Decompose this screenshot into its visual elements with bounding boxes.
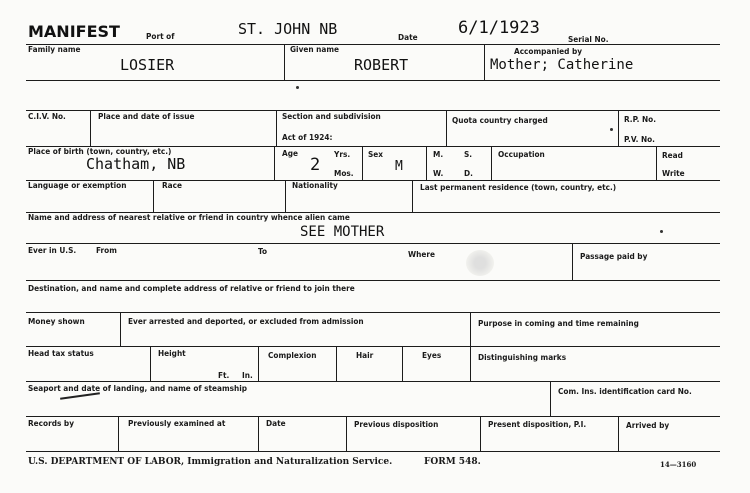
port-label: Port of: [146, 32, 175, 41]
money-label: Money shown: [28, 317, 85, 326]
rule: [26, 243, 720, 244]
print-code: 14—3160: [660, 460, 697, 469]
given-name-value: ROBERT: [354, 56, 409, 74]
rule: [402, 346, 403, 381]
rule: [484, 44, 485, 80]
race-label: Race: [162, 181, 182, 190]
rule: [618, 110, 619, 146]
rule: [470, 346, 471, 381]
head-tax-label: Head tax status: [28, 349, 94, 358]
destination-label: Destination, and name and complete address of relative or friend to join there: [28, 284, 355, 293]
rule: [412, 180, 413, 212]
rule: [26, 110, 720, 111]
exam-date-label: Date: [266, 419, 286, 428]
family-name-value: LOSIER: [120, 56, 175, 74]
birthplace-value: Chatham, NB: [86, 155, 186, 173]
rule: [26, 451, 720, 452]
rule: [26, 312, 720, 313]
stamp-mark: [466, 250, 494, 276]
scan-speck: [610, 128, 613, 131]
pv-label: P.V. No.: [624, 135, 655, 144]
where-label: Where: [408, 250, 435, 259]
sex-value: M: [395, 159, 403, 174]
arrived-by-label: Arrived by: [626, 421, 670, 430]
rule: [274, 146, 275, 180]
rule: [153, 180, 154, 212]
single-label: S.: [464, 150, 473, 159]
records-label: Records by: [28, 419, 74, 428]
scan-speck: [660, 230, 663, 233]
rule: [618, 416, 619, 451]
married-label: M.: [433, 150, 444, 159]
previous-disposition-label: Previous disposition: [354, 420, 439, 429]
rule: [572, 243, 573, 280]
nationality-label: Nationality: [292, 181, 338, 190]
serial-label: Serial No.: [568, 35, 609, 44]
occupation-label: Occupation: [498, 150, 545, 159]
complexion-label: Complexion: [268, 351, 317, 360]
form-title: MANIFEST: [28, 22, 120, 41]
rule: [26, 416, 720, 417]
rule: [90, 110, 91, 146]
rp-label: R.P. No.: [624, 115, 657, 124]
department-footer: U.S. DEPARTMENT OF LABOR, Immigration and Naturalization Service.: [28, 457, 393, 467]
accompanied-value: Mother; Catherine: [490, 57, 634, 73]
act-label: Act of 1924:: [282, 133, 333, 142]
relative-value: SEE MOTHER: [300, 224, 385, 240]
write-label: Write: [662, 169, 685, 178]
purpose-label: Purpose in coming and time remaining: [478, 319, 639, 328]
rule: [258, 416, 259, 451]
age-label: Age: [282, 149, 298, 158]
feet-label: Ft.: [218, 371, 230, 380]
rule: [470, 312, 471, 346]
quota-label: Quota country charged: [452, 116, 548, 125]
rule: [491, 146, 492, 180]
sex-label: Sex: [368, 150, 384, 159]
yrs-label: Yrs.: [334, 150, 351, 159]
form-number: FORM 548.: [424, 457, 481, 467]
rule: [550, 381, 551, 416]
to-label: To: [258, 247, 268, 256]
previously-examined-label: Previously examined at: [128, 419, 226, 428]
seaport-label: Seaport and date of landing, and name of steamship: [28, 384, 248, 393]
from-label: From: [96, 246, 117, 255]
birthplace-label: Place of birth (town, country, etc.): [28, 147, 172, 156]
marks-label: Distinguishing marks: [478, 353, 567, 362]
relative-label: Name and address of nearest relative or friend in country whence alien came: [28, 213, 350, 222]
rule: [276, 110, 277, 146]
residence-label: Last permanent residence (town, country, etc.): [420, 183, 617, 192]
read-label: Read: [662, 151, 683, 160]
arrested-label: Ever arrested and deported, or excluded from admission: [128, 317, 364, 326]
port-value: ST. JOHN NB: [238, 20, 338, 38]
passage-label: Passage paid by: [580, 252, 648, 261]
rule: [656, 146, 657, 180]
rule: [26, 180, 720, 181]
id-card-label: Com. Ins. identification card No.: [558, 387, 692, 396]
rule: [446, 110, 447, 146]
scan-speck: [296, 86, 299, 89]
eyes-label: Eyes: [422, 351, 442, 360]
rule: [362, 146, 363, 180]
ink-stroke: [60, 392, 100, 400]
age-value: 2: [310, 155, 321, 175]
language-label: Language or exemption: [28, 181, 127, 190]
rule: [285, 180, 286, 212]
section-label: Section and subdivision: [282, 112, 381, 121]
divorced-label: D.: [464, 169, 473, 178]
rule: [426, 146, 427, 180]
rule: [26, 346, 720, 347]
hair-label: Hair: [356, 351, 374, 360]
height-label: Height: [158, 349, 186, 358]
rule: [26, 80, 720, 81]
accompanied-label: Accompanied by: [514, 47, 583, 56]
rule: [118, 416, 119, 451]
rule: [480, 416, 481, 451]
rule: [26, 44, 720, 45]
present-disposition-label: Present disposition, P.I.: [488, 420, 587, 429]
given-name-label: Given name: [290, 45, 340, 54]
civ-label: C.I.V. No.: [28, 112, 66, 121]
date-label: Date: [398, 33, 418, 42]
family-name-label: Family name: [28, 45, 81, 54]
rule: [258, 346, 259, 381]
date-value: 6/1/1923: [458, 18, 540, 38]
widowed-label: W.: [433, 169, 444, 178]
rule: [346, 416, 347, 451]
rule: [26, 280, 720, 281]
mos-label: Mos.: [334, 169, 354, 178]
inches-label: In.: [242, 371, 253, 380]
rule: [26, 381, 720, 382]
rule: [284, 44, 285, 80]
ever-in-us-label: Ever in U.S.: [28, 246, 77, 255]
rule: [336, 346, 337, 381]
rule: [120, 312, 121, 346]
rule: [150, 346, 151, 381]
place-issue-label: Place and date of issue: [98, 112, 195, 121]
